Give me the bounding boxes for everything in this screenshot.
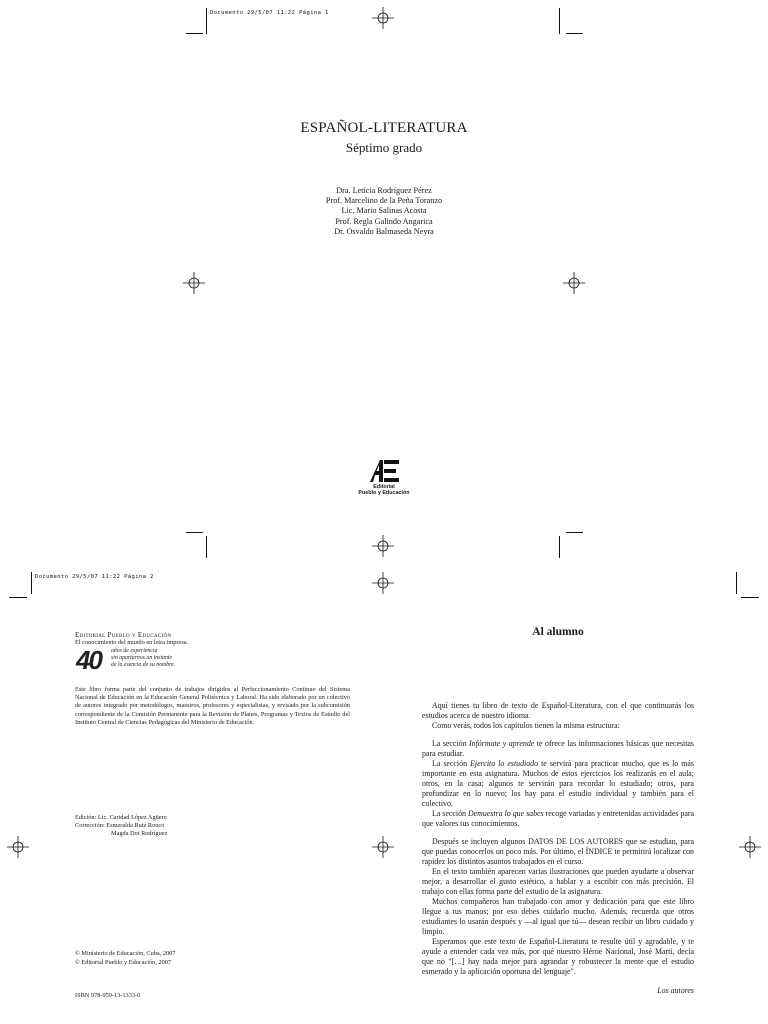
print-slug: Documento 29/5/07 11:22 Página 1 xyxy=(210,10,329,16)
paragraph: Muchos compañeros han trabajado con amor y dedicación para que este libro llegue a tus manos; por eso debes cuidarlo mucho. Además, recuerda que otros estudiantes lo usarán después y —al igual que tú— desean recibir un libro cuidado y limpio. xyxy=(422,897,694,936)
book-title: ESPAÑOL-LITERATURA xyxy=(300,120,468,136)
author-name: Prof. Marcelino de la Peña Toranzo xyxy=(325,196,443,206)
registration-mark-icon xyxy=(7,836,29,858)
publisher-logo-icon xyxy=(367,458,401,484)
correction-credit: Corrección: Esmeralda Ruiz Rouco xyxy=(75,822,165,829)
crop-mark xyxy=(31,572,32,594)
registration-mark-icon xyxy=(372,572,394,594)
publisher-logo-label: Pueblo y Educación xyxy=(358,490,410,497)
crop-mark xyxy=(559,8,560,34)
crop-mark xyxy=(186,532,203,533)
book-subtitle: Séptimo grado xyxy=(345,140,423,155)
crop-mark xyxy=(9,597,27,598)
anniversary-line: de la esencia de su nombre. xyxy=(111,662,176,669)
signature: Los autores xyxy=(657,986,694,995)
anniversary-number: 40 xyxy=(76,645,101,675)
correction-credit: Magda Dot Rodríguez xyxy=(111,830,168,837)
crop-mark xyxy=(559,536,560,558)
author-name: Dra. Leticia Rodríguez Pérez xyxy=(336,186,432,195)
author-name: Lic. Mario Salinas Acosta xyxy=(341,206,427,216)
publisher-name: Editorial Pueblo y Educación xyxy=(75,631,172,639)
registration-mark-icon xyxy=(183,272,205,294)
copyright-line: © Editorial Pueblo y Educación, 2007 xyxy=(75,959,172,966)
print-slug: Documento 29/5/07 11:22 Página 2 xyxy=(35,574,154,580)
crop-mark xyxy=(741,597,759,598)
publisher-logo xyxy=(349,458,419,497)
author-name: Dr. Osvaldo Balmaseda Neyra xyxy=(334,226,434,236)
crop-mark xyxy=(186,33,203,34)
paragraph: En el texto también aparecen varias ilustraciones que pueden ayudarte a observar mejor, a desarrollar el gusto estético, a hablar y a escribir con más precisión. El trabajo con ellas forma parte del estudio de la asignatura. xyxy=(422,867,694,896)
crop-mark xyxy=(566,532,583,533)
crop-mark xyxy=(206,8,207,34)
registration-mark-icon xyxy=(372,836,394,858)
edition-credit: Edición: Lic. Caridad López Agüero xyxy=(75,814,167,821)
paragraph: La sección Infórmate y aprende te ofrece las informaciones básicas que necesitas para estudiar. xyxy=(422,739,694,758)
publisher-tagline: El conocimiento del mundo en letra impresa. xyxy=(75,639,189,646)
book-description: Este libro forma parte del conjunto de trabajos dirigidos al Perfeccionamiento Continuo del Sistema Nacional de Educación en la Educación General Politécnica y Laboral. Ha sido elaborado por un colectivo de autores integrado por metodólogos, maestros, profesores y especialistas, y revisado por la subcomisión correspondiente de la Comisión Permanente para la Revisión de Planes, Programas y Textos de Estudio del Instituto Central de Ciencias Pedagógicas del Ministerio de Educación. xyxy=(75,686,350,726)
crop-mark xyxy=(206,536,207,558)
registration-mark-icon xyxy=(372,535,394,557)
author-list xyxy=(0,186,768,237)
paragraph: La sección Demuestra lo que sabes recoge variadas y entretenidas actividades para que valores tus conocimientos. xyxy=(422,809,694,828)
publisher-logo-label: Editorial xyxy=(373,484,395,490)
crop-mark xyxy=(566,33,583,34)
foreword-body xyxy=(422,701,694,996)
paragraph: Esperamos que este texto de Español-Literatura te resulte útil y agradable, y te ayude a entender cada vez más, por qué nuestro Héroe Nacional, José Martí, decía que no "[…] hay nada mejor para agrandar y robustecer la mente que el estudio esmerado y la aplicación oportuna del lenguaje". xyxy=(422,937,694,976)
copyright-line: © Ministerio de Educación, Cuba, 2007 xyxy=(75,950,176,957)
anniversary-line: sin apartarnos un instante xyxy=(111,655,173,662)
registration-mark-icon xyxy=(563,272,585,294)
paragraph: Después se incluyen algunos DATOS DE LOS AUTORES que se estudian, para que puedas conocerlos un poco más. Por último, el ÍNDICE te permitirá localizar con rapidez los distintos asuntos trabajados en el curso. xyxy=(422,837,694,866)
paragraph: Aquí tienes tu libro de texto de Español-Literatura, con el que continuarás los estudios acerca de nuestro idioma. xyxy=(422,701,694,720)
registration-mark-icon xyxy=(372,7,394,29)
paragraph: La sección Ejercita lo estudiado te servirá para practicar mucho, que es lo más importante en esta asignatura. Muchos de estos ejercicios los realizarás en el aula; otros, en la casa; algunos te servirán para recordar lo estudiado; otros, para profundizar en lo nuevo; los hay para el estudio individual y también para el colectivo. xyxy=(422,759,694,808)
isbn: ISBN 978-959-13-1333-0 xyxy=(75,992,141,999)
anniversary-line: años de experiencia xyxy=(111,648,158,654)
anniversary-text xyxy=(111,648,261,670)
crop-mark xyxy=(736,572,737,594)
registration-mark-icon xyxy=(739,836,761,858)
author-name: Prof. Regla Galindo Angarica xyxy=(335,216,433,226)
paragraph: Como verás, todos los capítulos tienen la misma estructura: xyxy=(432,721,620,730)
foreword-heading: Al alumno xyxy=(532,626,584,638)
